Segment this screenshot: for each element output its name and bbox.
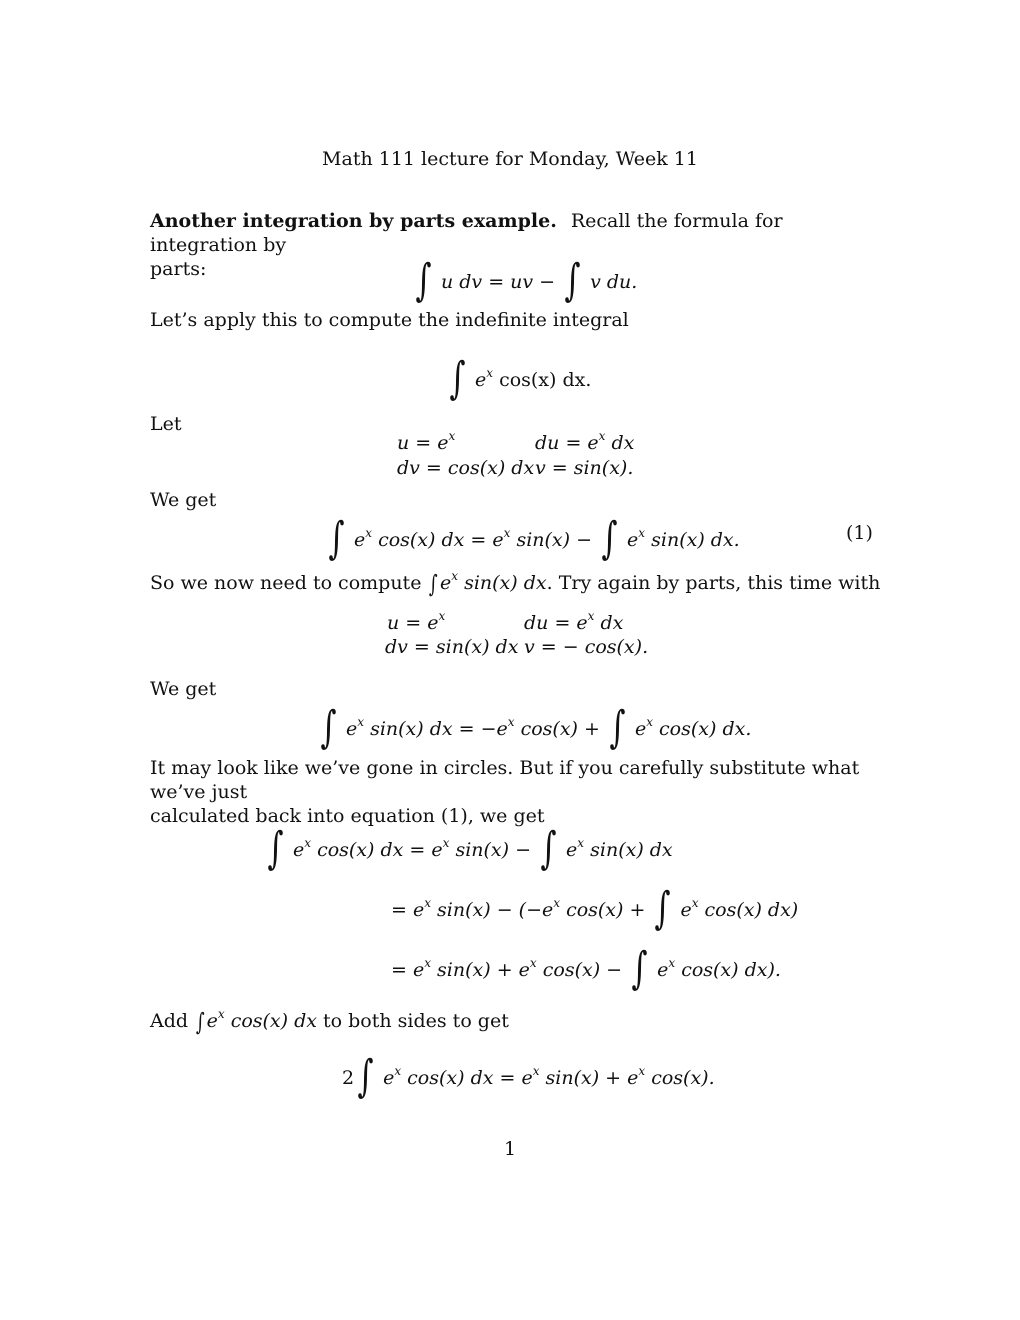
- integral-sign: ∫: [564, 255, 581, 306]
- integral-sign: ∫: [631, 943, 648, 994]
- circles-paragraph: It may look like we’ve gone in circles. But if you carefully substitute what we’ve just calculated back into equation (1), we get: [150, 757, 860, 827]
- formula-lhs: u dv = uv −: [440, 271, 556, 293]
- equation-2: ∫ $e^x$ sin(x) dx = $-e^x$ cos(x) + ∫ $e^x$ cos(x) dx.: [320, 702, 752, 753]
- integral-sign: ∫: [654, 883, 671, 934]
- integral-sign: ∫: [267, 823, 284, 874]
- integral-sign: ∫: [609, 702, 626, 753]
- equation-1: ∫ $e^x$ cos(x) dx = $e^x$ sin(x) − ∫ $e^x$ sin(x) dx.: [328, 513, 740, 564]
- chain-line-1: ∫ $e^x$ cos(x) dx = $e^x$ sin(x) − ∫ $e^x$ sin(x) dx: [267, 823, 673, 874]
- add-text: Add $\int e^x$ cos(x) dx to both sides to get: [150, 1007, 509, 1036]
- integral-sign: ∫: [357, 1051, 374, 1102]
- equation-1-tag: (1): [846, 522, 873, 544]
- we-get-1: We get: [150, 489, 217, 511]
- formula-rhs: v du.: [590, 271, 638, 293]
- sub2-u: $u = e^x$: [387, 609, 446, 634]
- final-equation: 2∫ $e^x$ cos(x) dx = $e^x$ $\sin(x) + e^x$ cos(x).: [342, 1051, 715, 1102]
- sub1-u: $u = e^x$: [397, 429, 456, 454]
- sub1-dv: dv = cos(x) dx: [397, 457, 535, 479]
- intro-text: Recall the formula for integration by: [150, 210, 783, 256]
- target-body: cos(x) dx.: [499, 369, 592, 391]
- page-title: Math 111 lecture for Monday, Week 11: [322, 148, 698, 170]
- integral-sign: ∫: [415, 255, 432, 306]
- sub1-v: v = sin(x).: [535, 457, 634, 479]
- section-heading: Another integration by parts example.: [150, 210, 557, 232]
- chain-line-3: = $e^x$ $\sin(x) + e^x$ cos(x) − ∫ $e^x$ cos(x) dx).: [391, 943, 781, 994]
- chain-line-2: = $e^x$ $\sin(x) - (-e^x$ cos(x) + ∫ $e^x$ cos(x) dx): [391, 883, 799, 934]
- integral-sign: ∫: [320, 702, 337, 753]
- we-get-2: We get: [150, 678, 217, 700]
- page-number: 1: [503, 1138, 517, 1160]
- integral-sign: ∫: [449, 353, 466, 404]
- sub2-dv: dv = sin(x) dx: [385, 636, 519, 658]
- intro-text-2: parts:: [150, 258, 207, 280]
- sub1-du: du = $e^x$ dx: [535, 429, 635, 454]
- sub2-v: v = − cos(x).: [524, 636, 649, 658]
- integral-sign: ∫: [601, 513, 618, 564]
- let-label: Let: [150, 413, 182, 435]
- apply-text: Let’s apply this to compute the indefinite integral: [150, 309, 629, 331]
- so-text: So we now need to compute $\int e^x$ sin(x) dx. Try again by parts, this time with: [150, 569, 881, 598]
- sub2-du: du = $e^x$ dx: [524, 609, 624, 634]
- parts-formula: [412, 248, 638, 306]
- integral-sign: ∫: [540, 823, 557, 874]
- target-integral: ∫ $e^x$ cos(x) dx.: [449, 353, 592, 404]
- integral-sign: ∫: [328, 513, 345, 564]
